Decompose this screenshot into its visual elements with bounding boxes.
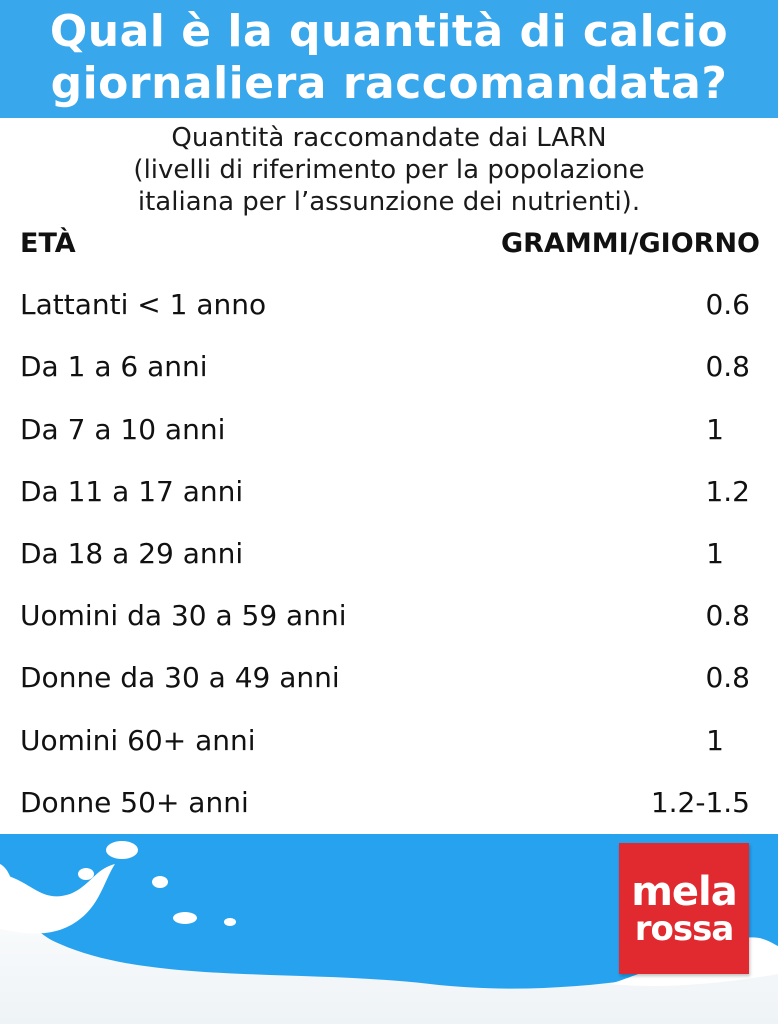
melarossa-logo xyxy=(619,843,749,974)
table-row xyxy=(0,413,778,453)
table-row xyxy=(0,786,778,826)
row-age: Da 18 a 29 anni xyxy=(20,537,244,570)
subtitle-line-2: (livelli di riferimento per la popolazione xyxy=(133,155,645,185)
logo-word-mela: mela xyxy=(631,869,737,915)
subtitle-line-3: italiana per l’assunzione dei nutrienti). xyxy=(137,187,641,217)
row-value: 1 xyxy=(706,724,724,757)
row-age: Donne 50+ anni xyxy=(20,786,249,819)
table-row xyxy=(0,475,778,515)
table-row xyxy=(0,288,778,328)
row-age: Lattanti < 1 anno xyxy=(20,288,267,321)
subtitle-line-1: Quantità raccomandate dai LARN xyxy=(171,123,607,153)
row-value: 0.8 xyxy=(705,661,750,694)
row-value: 1.2 xyxy=(705,475,750,508)
title-line-2: giornaliera raccomandata? xyxy=(50,58,728,109)
row-value: 1 xyxy=(706,413,724,446)
row-age: Uomini 60+ anni xyxy=(20,724,256,757)
table-row xyxy=(0,350,778,390)
row-value: 1.2-1.5 xyxy=(650,786,750,819)
logo-word-rossa: rossa xyxy=(634,909,734,949)
row-age: Da 11 a 17 anni xyxy=(20,475,244,508)
row-age: Da 1 a 6 anni xyxy=(20,350,208,383)
table-row xyxy=(0,661,778,701)
table-row xyxy=(0,537,778,577)
row-value: 0.6 xyxy=(705,288,750,321)
column-header-age: ETÀ xyxy=(20,228,76,259)
header-banner xyxy=(0,0,778,118)
row-value: 1 xyxy=(706,537,724,570)
row-value: 0.8 xyxy=(705,599,750,632)
row-value: 0.8 xyxy=(705,350,750,383)
row-age: Donne da 30 a 49 anni xyxy=(20,661,340,694)
column-header-grams: GRAMMI/GIORNO xyxy=(501,228,760,259)
row-age: Da 7 a 10 anni xyxy=(20,413,226,446)
row-age: Uomini da 30 a 59 anni xyxy=(20,599,347,632)
title-line-1: Qual è la quantità di calcio xyxy=(49,6,729,57)
table-row xyxy=(0,599,778,639)
table-row xyxy=(0,724,778,764)
